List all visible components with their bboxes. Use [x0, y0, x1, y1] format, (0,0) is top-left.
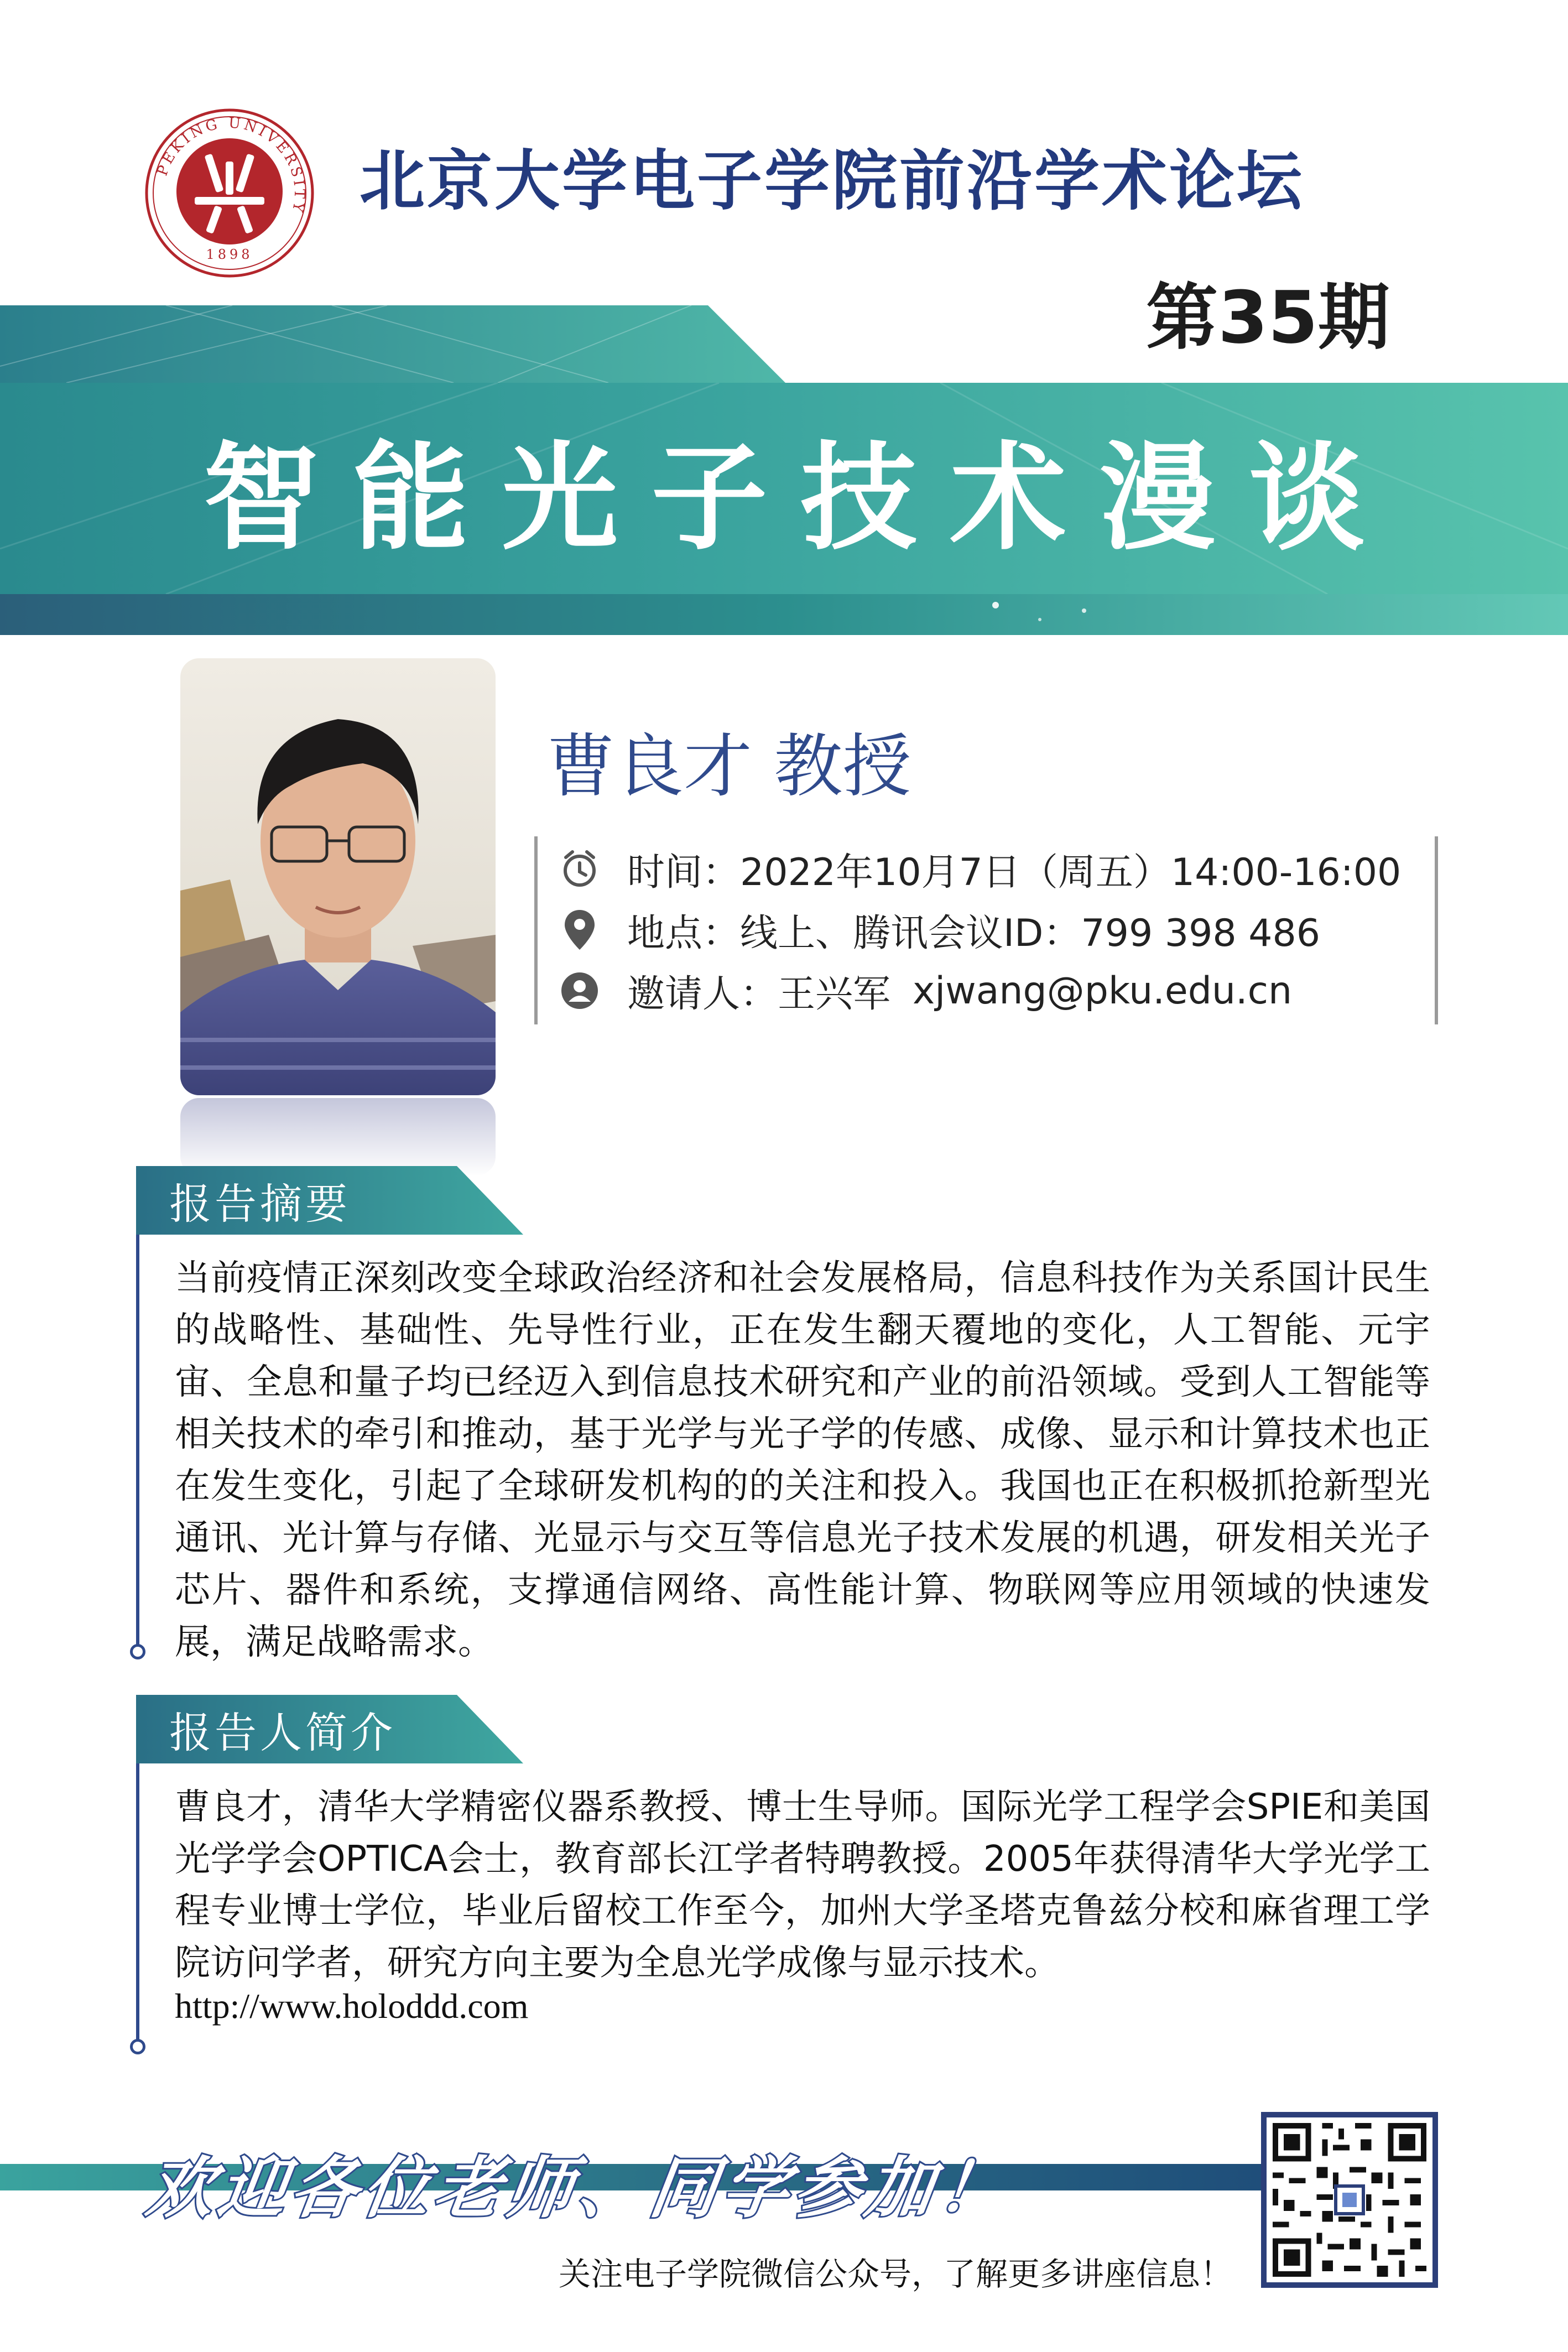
bio-homepage-link[interactable]: http://www.holoddd.com — [175, 1986, 529, 2026]
inviter-email[interactable]: xjwang@pku.edu.cn — [913, 969, 1293, 1013]
speaker-photo — [180, 658, 496, 1095]
info-place-row — [558, 905, 1320, 955]
abstract-timeline-dot — [130, 1644, 145, 1659]
university-seal — [145, 108, 314, 278]
abstract-timeline-line — [136, 1235, 139, 1645]
svg-text:PEKING UNIVERSITY: PEKING UNIVERSITY — [154, 115, 308, 216]
talk-title-banner — [0, 383, 1568, 594]
welcome-slogan: 欢迎各位老师、同学参加！ — [142, 2149, 1016, 2227]
clock-icon — [558, 847, 602, 891]
info-divider-right — [1435, 836, 1438, 1024]
peking-university-logo — [145, 108, 314, 278]
info-time-row — [558, 844, 1401, 894]
bio-timeline-line — [136, 1763, 139, 2040]
wechat-qr-code[interactable] — [1261, 2112, 1438, 2288]
info-inviter-row — [558, 966, 1292, 1016]
svg-text:1898: 1898 — [206, 247, 253, 262]
forum-title: 北京大学电子学院前沿学术论坛 — [360, 143, 1305, 219]
speaker-name: 曹良才 教授 — [546, 727, 911, 806]
issue-number: 第35期 — [1146, 275, 1390, 360]
speaker-photo-reflection — [180, 1098, 496, 1175]
follow-wechat-notice: 关注电子学院微信公众号，了解更多讲座信息！ — [559, 2255, 1233, 2293]
banner-bottom-strip — [0, 594, 1568, 635]
info-place: 地点：线上、腾讯会议ID：799 398 486 — [627, 911, 1321, 955]
info-divider-left — [534, 836, 538, 1024]
info-time: 时间：2022年10月7日（周五）14:00-16:00 — [627, 850, 1402, 894]
bio-heading: 报告人简介 — [169, 1708, 396, 1757]
bio-timeline-dot — [130, 2039, 145, 2054]
talk-title: 智能光子技术漫谈 — [203, 430, 1398, 566]
abstract-heading: 报告摘要 — [169, 1179, 351, 1229]
info-inviter: 邀请人：王兴军 — [627, 972, 891, 1016]
person-icon — [558, 969, 602, 1013]
bio-text: 曹良才，清华大学精密仪器系教授、博士生导师。国际光学工程学会SPIE和美国光学学会OPTICA会士，教育部长江学者特聘教授。2005年获得清华大学光学工程专业博士学位，毕业后留校工作至今，加州大学圣塔克鲁兹分校和麻省理工学院访问学者，研究方向主要为全息光学成像与显示技术。 — [175, 1787, 1430, 1984]
abstract-text: 当前疫情正深刻改变全球政治经济和社会发展格局，信息科技作为关系国计民生的战略性、基础性、先导性行业，正在发生翻天覆地的变化，人工智能、元宇宙、全息和量子均已经迈入到信息技术研究和产业的前沿领域。受到人工智能等相关技术的牵引和推动，基于光学与光子学的传感、成像、显示和计算技术也正在发生变化，引起了全球研发机构的的关注和投入。我国也正在积极抓抢新型光通讯、光计算与存储、光显示与交互等信息光子技术发展的机遇，研发相关光子芯片、器件和系统，支撑通信网络、高性能计算、物联网等应用领域的快速发展，满足战略需求。 — [175, 1258, 1430, 1663]
location-pin-icon — [558, 908, 602, 952]
banner-top-strip — [0, 305, 1568, 383]
